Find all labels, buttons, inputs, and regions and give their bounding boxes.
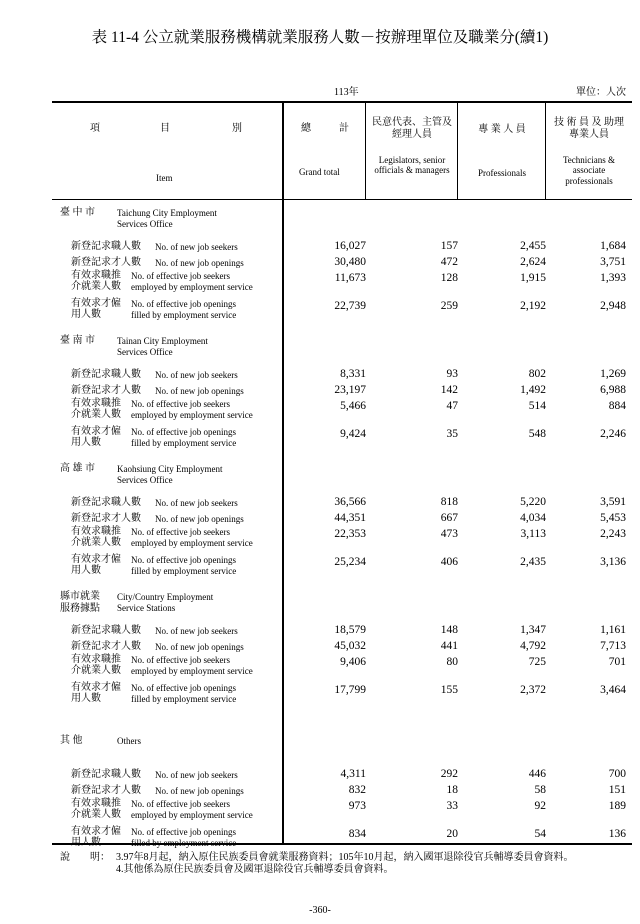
notes-line-1: 3.97年8月起，納入原住民族委員會就業服務資料；105年10月起，納入國軍退除役官兵輔導委員會資料。 (116, 852, 574, 863)
group-name-en: City/Country Employment (117, 592, 214, 602)
table-cell: 80 (446, 656, 458, 668)
table-cell: 58 (534, 784, 546, 796)
row-label-en: No. of new job openings (155, 514, 244, 524)
group-name-cn: 縣市就業 (60, 591, 100, 602)
table-cell: 23,197 (334, 384, 366, 396)
row-label-cn: 有效求才僱 (71, 426, 121, 437)
table-cell: 33 (446, 800, 458, 812)
notes-label: 說 明： (60, 852, 110, 863)
row-label-en-2: filled by employment service (131, 438, 237, 448)
table-cell: 22,739 (334, 300, 366, 312)
table-cell: 5,453 (600, 512, 626, 524)
table-cell: 834 (348, 828, 366, 840)
table-cell: 8,331 (340, 368, 366, 380)
header-total-2: 計 (339, 123, 349, 134)
table-cell: 473 (440, 528, 458, 540)
row-label-cn-2: 介就業人數 (71, 281, 121, 292)
table-cell: 4,034 (520, 512, 546, 524)
row-label-en: No. of new job seekers (155, 370, 238, 380)
table-cell: 7,713 (600, 640, 626, 652)
row-label-en: No. of effective job seekers (131, 271, 231, 281)
row-label-cn: 新登記求才人數 (71, 385, 141, 396)
table-cell: 17,799 (334, 684, 366, 696)
table-cell: 35 (446, 428, 458, 440)
table-cell: 3,751 (600, 256, 626, 268)
row-label-en: No. of new job openings (155, 786, 244, 796)
table-cell: 3,464 (600, 684, 626, 696)
row-label-en-2: filled by employment service (131, 694, 237, 704)
table-cell: 3,113 (520, 528, 546, 540)
table-cell: 2,624 (520, 256, 546, 268)
table-cell: 2,372 (520, 684, 546, 696)
group-name-cn-2: 服務據點 (60, 603, 100, 614)
row-label-en-2: employed by employment service (131, 810, 253, 820)
row-label-cn-2: 用人數 (71, 837, 101, 848)
table-cell: 1,269 (600, 368, 626, 380)
header-col2-cn: 專 業 人 員 (478, 124, 526, 135)
table-cell: 5,466 (340, 400, 366, 412)
table-cell: 151 (608, 784, 626, 796)
header-col2-en: Professionals (478, 168, 526, 178)
table-cell: 22,353 (334, 528, 366, 540)
header-divider-3 (545, 101, 546, 200)
header-item-2: 目 (160, 123, 170, 134)
table-cell: 514 (528, 400, 546, 412)
table-cell: 45,032 (334, 640, 366, 652)
row-label-cn: 新登記求職人數 (71, 497, 141, 508)
table-cell: 25,234 (334, 556, 366, 568)
header-divider-1 (365, 101, 366, 200)
table-cell: 6,988 (600, 384, 626, 396)
table-cell: 54 (534, 828, 546, 840)
row-label-en-2: employed by employment service (131, 666, 253, 676)
group-name-en-2: Services Office (117, 475, 173, 485)
table-cell: 3,136 (600, 556, 626, 568)
row-label-cn-2: 介就業人數 (71, 409, 121, 420)
row-label-cn: 新登記求才人數 (71, 641, 141, 652)
table-cell: 701 (608, 656, 626, 668)
table-cell: 725 (528, 656, 546, 668)
row-label-en: No. of effective job openings (131, 427, 237, 437)
table-cell: 441 (440, 640, 458, 652)
row-label-en: No. of effective job seekers (131, 399, 231, 409)
page-number: -360- (309, 905, 331, 916)
row-label-en: No. of effective job openings (131, 299, 237, 309)
table-cell: 1,161 (600, 624, 626, 636)
table-cell: 93 (446, 368, 458, 380)
row-label-en: No. of effective job seekers (131, 527, 231, 537)
row-label-en: No. of effective job openings (131, 827, 237, 837)
row-label-en-2: employed by employment service (131, 538, 253, 548)
table-cell: 44,351 (334, 512, 366, 524)
row-label-en: No. of new job seekers (155, 498, 238, 508)
row-label-en: No. of new job seekers (155, 770, 238, 780)
table-cell: 700 (608, 768, 626, 780)
row-label-en: No. of effective job seekers (131, 799, 231, 809)
table-cell: 20 (446, 828, 458, 840)
header-item-3: 別 (232, 123, 242, 134)
row-label-cn: 新登記求職人數 (71, 241, 141, 252)
table-cell: 9,424 (340, 428, 366, 440)
group-name-en: Tainan City Employment (117, 336, 208, 346)
table-cell: 4,311 (340, 768, 366, 780)
header-col3-cn: 技 術 員 及 助理專業人員 (554, 117, 624, 140)
header-col3-en: Technicians & associate professionals (562, 155, 616, 186)
row-label-cn: 有效求職推 (71, 270, 121, 281)
page-title: 表 11-4 公立就業服務機構就業服務人數－按辦理單位及職業分(續1) (91, 29, 549, 46)
row-label-en: No. of effective job openings (131, 555, 237, 565)
row-label-cn-2: 介就業人數 (71, 665, 121, 676)
table-cell: 189 (608, 800, 626, 812)
group-name-cn: 臺 南 市 (60, 335, 95, 346)
header-col1-en: Legislators, senior officials & managers (374, 155, 450, 176)
table-cell: 47 (446, 400, 458, 412)
row-label-cn: 新登記求職人數 (71, 769, 141, 780)
table-cell: 2,243 (600, 528, 626, 540)
group-name-cn: 高 雄 市 (60, 463, 95, 474)
row-label-cn-2: 用人數 (71, 565, 101, 576)
table-cell: 136 (608, 828, 626, 840)
table-cell: 157 (440, 240, 458, 252)
table-cell: 16,027 (334, 240, 366, 252)
header-divider-2 (457, 101, 458, 200)
row-label-cn: 新登記求才人數 (71, 785, 141, 796)
row-label-en: No. of new job seekers (155, 626, 238, 636)
table-cell: 818 (440, 496, 458, 508)
table-cell: 259 (440, 300, 458, 312)
group-name-en-2: Services Office (117, 347, 173, 357)
group-name-en: Others (117, 736, 141, 746)
row-label-en: No. of effective job seekers (131, 655, 231, 665)
row-label-cn: 有效求才僱 (71, 826, 121, 837)
table-cell: 4,792 (520, 640, 546, 652)
table-cell: 406 (440, 556, 458, 568)
table-cell: 2,435 (520, 556, 546, 568)
table-cell: 148 (440, 624, 458, 636)
table-cell: 18,579 (334, 624, 366, 636)
header-total-en: Grand total (299, 167, 340, 177)
table-cell: 142 (440, 384, 458, 396)
row-label-cn-2: 介就業人數 (71, 537, 121, 548)
row-label-cn: 有效求才僱 (71, 682, 121, 693)
table-cell: 30,480 (334, 256, 366, 268)
table-cell: 292 (440, 768, 458, 780)
unit-label: 單位：人次 (576, 87, 626, 98)
row-label-cn-2: 用人數 (71, 309, 101, 320)
table-cell: 5,220 (520, 496, 546, 508)
item-column-divider (282, 101, 284, 844)
row-label-en-2: filled by employment service (131, 566, 237, 576)
table-cell: 1,915 (520, 272, 546, 284)
table-cell: 36,566 (334, 496, 366, 508)
table-cell: 155 (440, 684, 458, 696)
table-cell: 2,455 (520, 240, 546, 252)
table-cell: 667 (440, 512, 458, 524)
table-cell: 2,192 (520, 300, 546, 312)
row-label-en-2: filled by employment service (131, 310, 237, 320)
group-name-en-2: Services Office (117, 219, 173, 229)
header-item-en: Item (156, 173, 173, 183)
table-cell: 2,948 (600, 300, 626, 312)
row-label-cn: 有效求才僱 (71, 554, 121, 565)
row-label-cn: 有效求職推 (71, 526, 121, 537)
table-cell: 18 (446, 784, 458, 796)
row-label-cn: 有效求職推 (71, 798, 121, 809)
row-label-cn: 有效求才僱 (71, 298, 121, 309)
table-cell: 446 (528, 768, 546, 780)
group-name-cn: 其 他 (60, 735, 83, 746)
row-label-cn: 新登記求才人數 (71, 513, 141, 524)
row-label-cn-2: 用人數 (71, 693, 101, 704)
row-label-en: No. of new job openings (155, 258, 244, 268)
header-item-1: 項 (90, 123, 100, 134)
row-label-cn-2: 用人數 (71, 437, 101, 448)
table-cell: 884 (608, 400, 626, 412)
group-name-en-2: Service Stations (117, 603, 176, 613)
group-name-en: Taichung City Employment (117, 208, 217, 218)
notes-line-2: 4.其他係為原住民族委員會及國軍退除役官兵輔導委員會資料。 (116, 864, 394, 875)
row-label-en-2: employed by employment service (131, 410, 253, 420)
table-cell: 548 (528, 428, 546, 440)
table-cell: 472 (440, 256, 458, 268)
table-cell: 2,246 (600, 428, 626, 440)
header-col1-cn: 民意代表、主管及經理人員 (372, 117, 452, 140)
header-total-1: 總 (301, 123, 311, 134)
table-cell: 92 (534, 800, 546, 812)
table-cell: 9,406 (340, 656, 366, 668)
table-cell: 1,684 (600, 240, 626, 252)
row-label-cn: 新登記求職人數 (71, 625, 141, 636)
row-label-cn-2: 介就業人數 (71, 809, 121, 820)
row-label-en: No. of effective job openings (131, 683, 237, 693)
table-cell: 1,347 (520, 624, 546, 636)
row-label-cn: 有效求職推 (71, 654, 121, 665)
table-cell: 832 (348, 784, 366, 796)
row-label-cn: 新登記求才人數 (71, 257, 141, 268)
row-label-en: No. of new job openings (155, 386, 244, 396)
row-label-cn: 有效求職推 (71, 398, 121, 409)
row-label-en: No. of new job openings (155, 642, 244, 652)
group-name-en: Kaohsiung City Employment (117, 464, 223, 474)
table-cell: 973 (348, 800, 366, 812)
table-cell: 11,673 (334, 272, 366, 284)
group-name-cn: 臺 中 市 (60, 207, 95, 218)
table-cell: 128 (440, 272, 458, 284)
year-label: 113年 (334, 87, 359, 98)
row-label-cn: 新登記求職人數 (71, 369, 141, 380)
table-cell: 802 (528, 368, 546, 380)
table-cell: 1,492 (520, 384, 546, 396)
row-label-en: No. of new job seekers (155, 242, 238, 252)
row-label-en-2: employed by employment service (131, 282, 253, 292)
row-label-en-2: filled by employment service (131, 838, 237, 848)
table-cell: 1,393 (600, 272, 626, 284)
table-cell: 3,591 (600, 496, 626, 508)
